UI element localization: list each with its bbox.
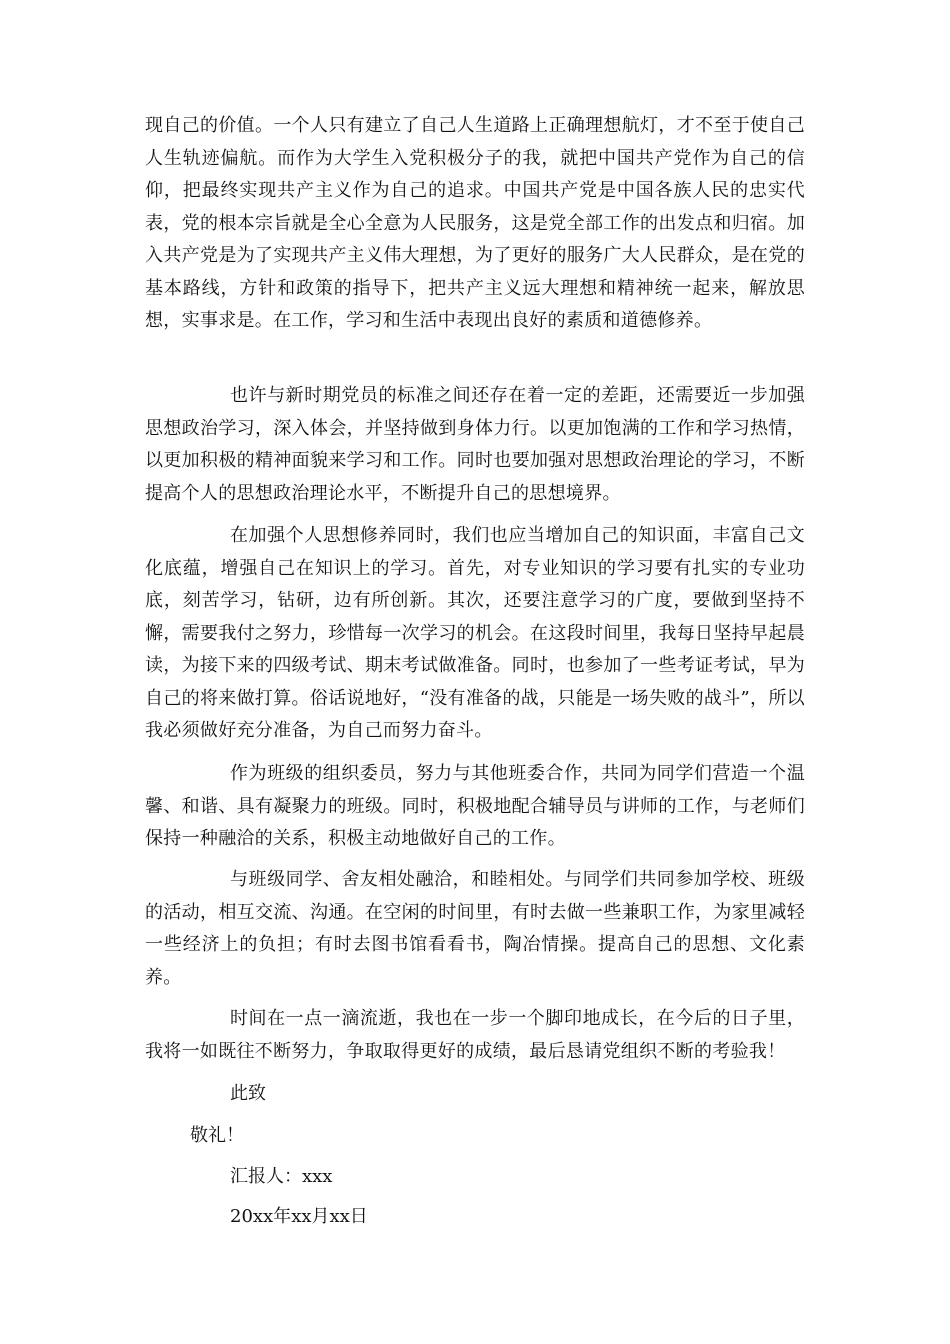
report-date: 20xx年xx月xx日 [230, 1206, 368, 1227]
paragraph-3: 在加强个人思想修养同时，我们也应当增加自己的知识面，丰富自己文化底蕴，增强自己在知识上的学习。首先，对专业知识的学习要有扎实的专业功底，刻苦学习，钻研，边有所创新。其次，还要注意学习的广度，要做到坚持不懈，需要我付之努力，珍惜每一次学习的机会。在这段时间里，我每日坚持早起晨读，为接下来的四级考试、期末考试做准备。同时，也参加了一些考证考试，早为自己的将来做打算。俗话说地好，“没有准备的战，只能是一场失败的战斗”，所以我必须做好充分准备，为自己而努力奋斗。 [145, 525, 805, 741]
paragraph-6: 时间在一点一滴流逝，我也在一步一个脚印地成长，在今后的日子里，我将一如既往不断努力，争取取得更好的成绩，最后恳请党组织不断的考验我！ [145, 1008, 805, 1062]
salute-text: 敬礼！ [190, 1125, 244, 1146]
closing-text: 此致 [230, 1083, 266, 1104]
paragraph-1: 现自己的价值。一个人只有建立了自己人生道路上正确理想航灯，才不至于使自己人生轨迹偏航。而作为大学生入党积极分子的我，就把中国共产党作为自己的信仰，把最终实现共产主义作为自己的追求。中国共产党是中国各族人民的忠实代表，党的根本宗旨就是全心全意为人民服务，这是党全部工作的出发点和归宿。加入共产党是为了实现共产主义伟大理想，为了更好的服务广大人民群众，是在党的基本路线，方针和政策的指导下，把共产主义远大理想和精神统一起来，解放思想，实事求是。在工作，学习和生活中表现出良好的素质和道德修养。 [145, 115, 805, 331]
paragraph-4: 作为班级的组织委员，努力与其他班委合作，共同为同学们营造一个温馨、和谐、具有凝聚力的班级。同时，积极地配合辅导员与讲师的工作，与老师们保持一种融洽的关系，积极主动地做好自己的工作。 [145, 763, 805, 849]
paragraph-5: 与班级同学、舍友相处融洽，和睦相处。与同学们共同参加学校、班级的活动，相互交流、沟通。在空闲的时间里，有时去做一些兼职工作，为家里减轻一些经济上的负担；有时去图书馆看看书，陶冶情操。提高自己的思想、文化素养。 [145, 869, 805, 988]
paragraph-2: 也许与新时期党员的标准之间还存在着一定的差距，还需要近一步加强思想政治学习，深入体会，并坚持做到身体力行。以更加饱满的工作和学习热情，以更加积极的精神面貌来学习和工作。同时也要加强对思想政治理论的学习，不断提高个人的思想政治理论水平，不断提升自己的思想境界。 [145, 385, 805, 504]
reporter-signature: 汇报人：xxx [230, 1166, 333, 1187]
